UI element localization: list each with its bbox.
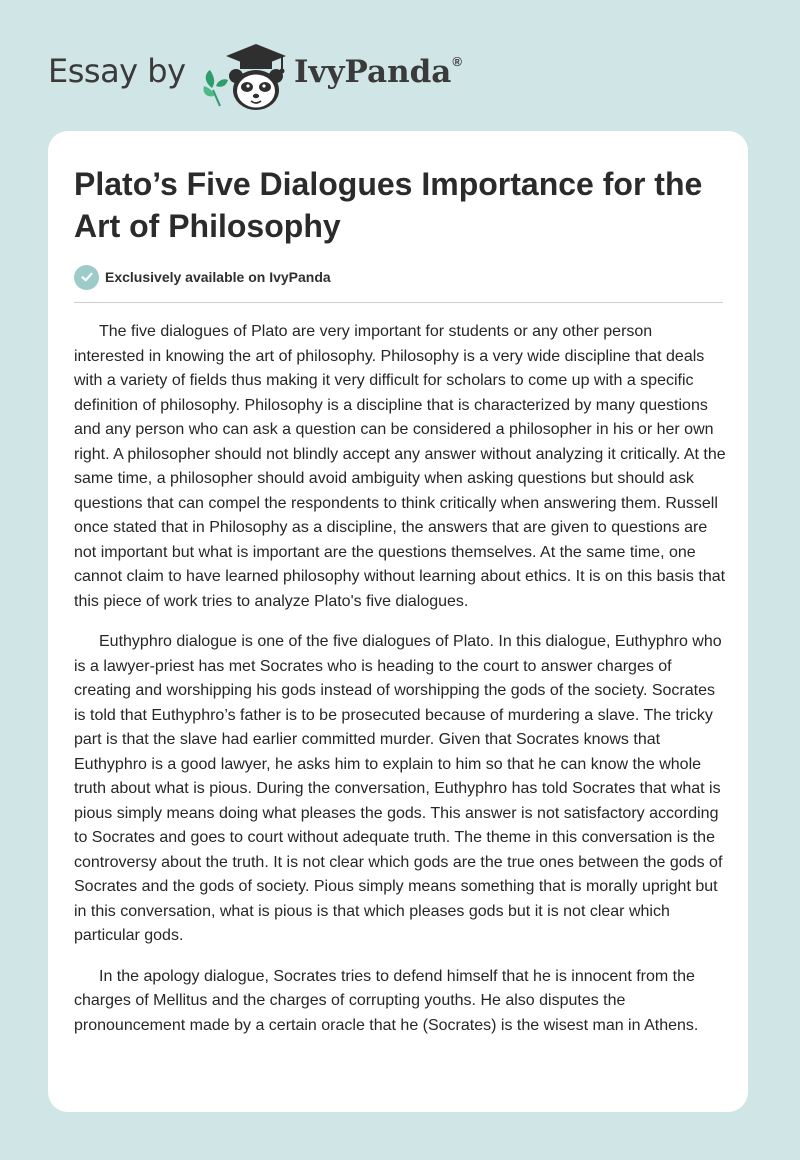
brand-name[interactable]: IvyPanda®	[294, 54, 462, 90]
registered-mark: ®	[452, 54, 462, 69]
exclusive-badge-text: Exclusively available on IvyPanda	[105, 269, 331, 285]
essay-by-label: Essay by	[48, 52, 186, 90]
essay-card	[48, 131, 748, 1112]
divider	[74, 302, 723, 303]
paragraph: In the apology dialogue, Socrates tries to defend himself that he is innocent from the charges of Mellitus and the charges of corrupting youths. He also disputes the pronouncement made by a certain oracle that he (Socrates) is the wisest man in Athens.	[74, 967, 699, 1034]
essay-body	[74, 320, 726, 1054]
paragraph: Euthyphro dialogue is one of the five dialogues of Plato. In this dialogue, Euthyphro who is a lawyer-priest has met Socrates who is heading to the court to answer charges of creating and worshipping his gods instead of worshipping the gods of the society. Socrates is told that Euthyphro’s father is to be prosecuted because of murdering a slave. The tricky part is that the slave had earlier committed murder. Given that Socrates knows that Euthyphro is a good lawyer, he asks him to explain to him so that he can know the whole truth about what is pious. During the conversation, Euthyphro has told Socrates that what is pious simply means doing what pleases the gods. This answer is not satisfactory according to Socrates and goes to court without adequate truth. The theme in this conversation is the controversy about the truth. It is not clear which gods are the true ones between the gods of Socrates and the gods of society. Pious simply means something that is morally upright but in this conversation, what is pious is that which pleases gods but it is not clear which particular gods.	[74, 633, 723, 944]
page-title: Plato’s Five Dialogues Importance for the Art of Philosophy	[74, 166, 703, 244]
check-icon	[74, 265, 99, 290]
ivypanda-logo-icon[interactable]	[200, 36, 292, 114]
exclusive-badge	[74, 264, 331, 290]
site-header	[48, 30, 568, 110]
paragraph: The five dialogues of Plato are very important for students or any other person interested in knowing the art of philosophy. Philosophy is a very wide discipline that deals with a variety of fields thus making it very difficult for scholars to come up with a specific definition of philosophy. Philosophy is a discipline that is characterized by many questions and any person who can ask a question can be considered a philosopher in his or her own right. A philosopher should not blindly accept any answer without analyzing it critically. At the same time, a philosopher should avoid ambiguity when asking questions but should ask questions that can compel the respondents to think critically when answering them. Russell once stated that in Philosophy as a discipline, the answers that are given to questions are not important but what is important are the questions themselves. At the same time, one cannot claim to have learned philosophy without learning about ethics. It is on this basis that this piece of work tries to analyze Plato's five dialogues.	[74, 323, 726, 610]
